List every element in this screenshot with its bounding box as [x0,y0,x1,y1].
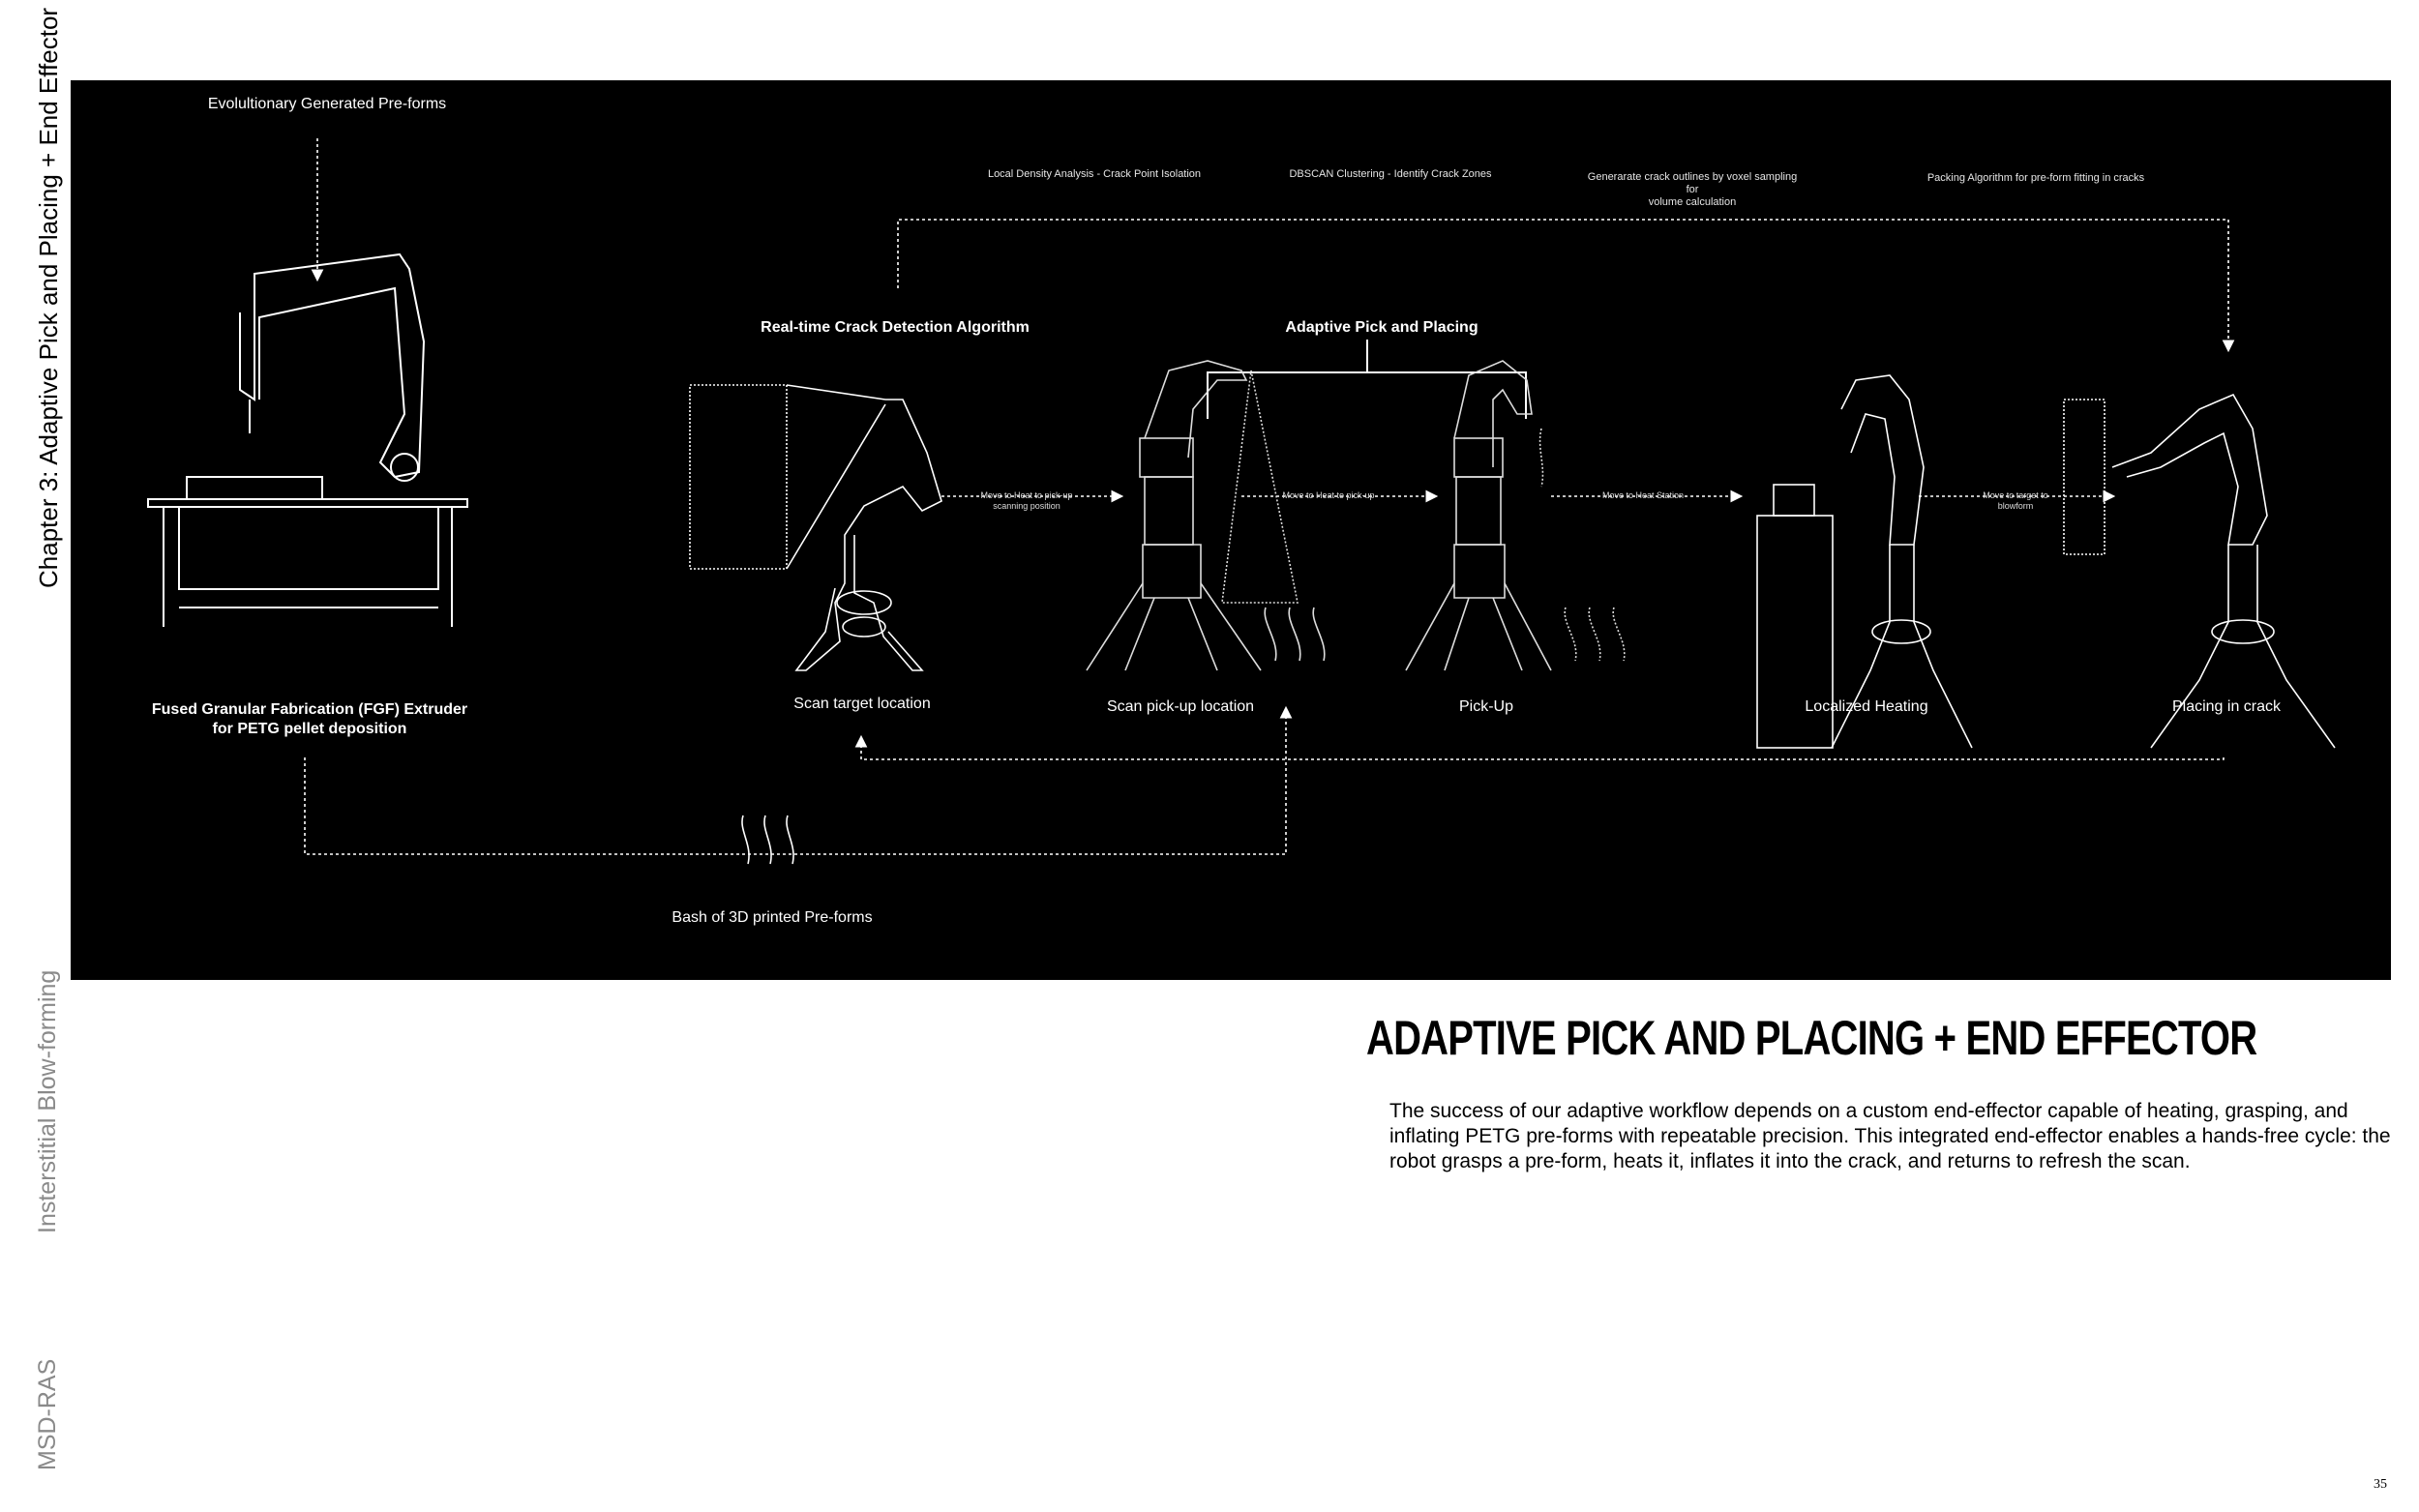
workflow-diagram [71,80,2391,980]
extruder-table [148,254,467,627]
algorithm-step-4: Packing Algorithm for pre-form fitting in cracks [1926,172,2145,184]
algorithm-step-3: Generarate crack outlines by voxel sampling for volume calculation [1587,171,1798,208]
adaptive-pick-label: Adaptive Pick and Placing [1285,319,1478,336]
transition-1: Move to Heat to pick-up scanning position [980,490,1073,511]
robot-scan-pickup [1087,361,1325,670]
robot-scan-target [690,385,941,670]
chapter-title: Chapter 3: Adaptive Pick and Placing + End Effector [34,7,63,588]
return-loop [861,738,2224,759]
algorithm-bracket [898,220,2228,349]
algorithm-step-1: Local Density Analysis - Crack Point Isolation [987,168,1202,180]
transition-3: Move to Heat Station [1601,490,1685,500]
heating-label: Localized Heating [1805,698,1928,715]
page-number: 35 [2374,1477,2387,1492]
transition-2: Move to Heat to pick-up [1282,490,1375,500]
extruder-label: Fused Granular Fabrication (FGF) Extruder for PETG pellet deposition [151,701,468,737]
project-title: Insterstitial Blow-forming [34,969,61,1233]
adaptive-bracket [1208,372,1526,419]
input-label: Evolultionary Generated Pre-forms [207,96,447,112]
scan-target-label: Scan target location [793,696,931,712]
program-label: MSD-RAS [34,1358,61,1470]
crack-detection-label: Real-time Crack Detection Algorithm [761,319,1030,336]
article-heading: ADAPTIVE PICK AND PLACING + END EFFECTOR [1366,1011,2257,1065]
robot-placing [2064,395,2335,748]
placing-label: Placing in crack [2171,698,2282,715]
article-body: The success of our adaptive workflow depends on a custom end-effector capable of heating, grasping, and inflating PETG pre-forms with repeatable precision. This integrated end-effector enables a hands-free cycle: the robot grasps a pre-form, heats it, inflates it into the crack, and returns to refresh the scan. [1389,1100,2391,1172]
robot-heating [1757,375,1972,748]
algorithm-step-2: DBSCAN Clustering - Identify Crack Zones [1289,168,1492,180]
scan-pickup-label: Scan pick-up location [1106,698,1255,715]
batch-label: Bash of 3D printed Pre-forms [672,909,873,926]
preform-batch [742,815,793,864]
transition-4: Move to target to blowform [1983,490,2048,511]
diagram-graphics [71,80,2391,980]
pickup-label: Pick-Up [1458,698,1514,715]
robot-pickup [1406,361,1625,670]
